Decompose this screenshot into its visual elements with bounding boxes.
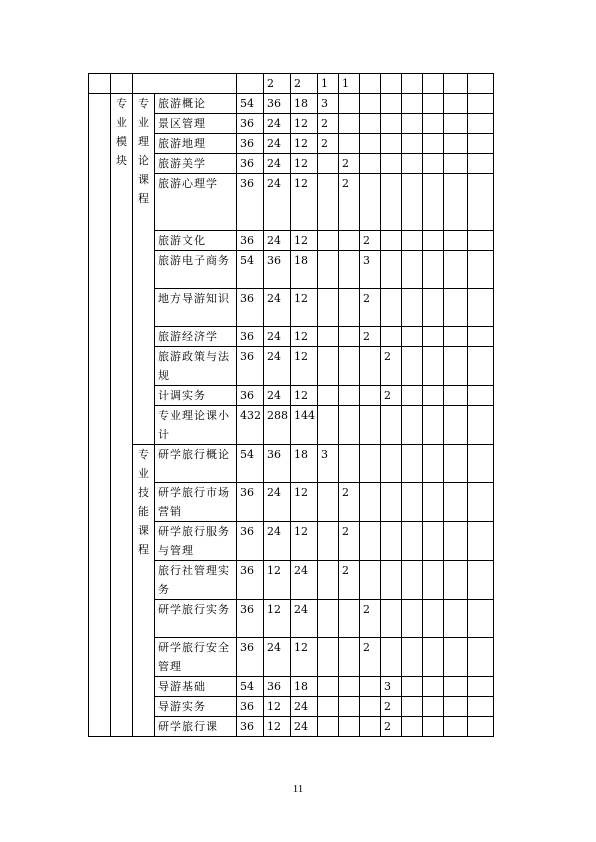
- semester-hours: [318, 600, 339, 638]
- practice-hours: 24: [291, 697, 318, 717]
- blank-cell: [423, 347, 444, 386]
- blank-cell: [444, 697, 468, 717]
- total-hours: 36: [237, 174, 264, 231]
- practice-hours: 18: [291, 445, 318, 483]
- practice-hours: 12: [291, 638, 318, 677]
- blank-cell: [444, 94, 468, 114]
- blank-cell: [423, 231, 444, 251]
- semester-hours: 3: [360, 251, 381, 289]
- blank-cell: [468, 717, 494, 737]
- blank-cell: [468, 94, 494, 114]
- theory-hours: 24: [264, 483, 291, 522]
- total-hours: 36: [237, 522, 264, 561]
- blank-cell: [444, 677, 468, 697]
- blank-cell: [423, 114, 444, 134]
- course-name: 导游基础: [155, 677, 237, 697]
- blank-cell: [423, 386, 444, 406]
- course-name: 旅游政策与法规: [155, 347, 237, 386]
- blank-cell: [468, 347, 494, 386]
- semester-hours: 2: [381, 386, 402, 406]
- group-label-theory: 专业理论课程: [133, 94, 155, 445]
- blank-cell: [423, 717, 444, 737]
- blank-cell: [423, 561, 444, 600]
- semester-hours: [360, 154, 381, 174]
- blank-cell: [402, 74, 423, 94]
- blank-cell: [423, 327, 444, 347]
- practice-hours: 12: [291, 483, 318, 522]
- semester-hours: [381, 231, 402, 251]
- semester-hours: [318, 483, 339, 522]
- course-name: 研学旅行课: [155, 717, 237, 737]
- semester-hours: [381, 327, 402, 347]
- semester-hours: [339, 289, 360, 327]
- course-name: 旅游概论: [155, 94, 237, 114]
- blank-cell: [468, 522, 494, 561]
- course-name: 计调实务: [155, 386, 237, 406]
- blank-cell: [468, 406, 494, 445]
- semester-hours: 2: [360, 327, 381, 347]
- semester-hours: [318, 406, 339, 445]
- blank-cell: [444, 561, 468, 600]
- group-label-skill: 专业技能课程: [133, 445, 155, 737]
- blank-cell: [423, 600, 444, 638]
- semester-hours: [360, 94, 381, 114]
- semester-hours: 2: [318, 114, 339, 134]
- semester-hours: [339, 600, 360, 638]
- semester-hours: 2: [381, 697, 402, 717]
- blank-cell: [468, 134, 494, 154]
- semester-hours: [339, 445, 360, 483]
- semester-hours: 2: [360, 638, 381, 677]
- blank-cell: [423, 677, 444, 697]
- course-name: 旅游心理学: [155, 174, 237, 231]
- blank-cell: [468, 445, 494, 483]
- total-hours: 36: [237, 347, 264, 386]
- blank-cell: [423, 74, 444, 94]
- semester-hours: 2: [360, 231, 381, 251]
- blank-cell: [444, 445, 468, 483]
- total-hours: 36: [237, 327, 264, 347]
- total-hours: 54: [237, 251, 264, 289]
- semester-hours: [381, 600, 402, 638]
- blank-cell: [402, 347, 423, 386]
- week-hours-cell: 1: [318, 74, 339, 94]
- course-name: 地方导游知识: [155, 289, 237, 327]
- course-name: 旅游文化: [155, 231, 237, 251]
- course-name: 导游实务: [155, 697, 237, 717]
- semester-hours: [339, 347, 360, 386]
- practice-hours: 12: [291, 386, 318, 406]
- semester-hours: [360, 134, 381, 154]
- semester-hours: [381, 445, 402, 483]
- blank-cell: [444, 386, 468, 406]
- semester-hours: 2: [381, 347, 402, 386]
- course-name: 研学旅行安全管理: [155, 638, 237, 677]
- total-hours: 36: [237, 114, 264, 134]
- semester-hours: [381, 154, 402, 174]
- course-name: 研学旅行实务: [155, 600, 237, 638]
- semester-hours: [318, 154, 339, 174]
- semester-hours: [360, 717, 381, 737]
- semester-hours: [339, 386, 360, 406]
- semester-hours: [318, 697, 339, 717]
- course-name: 旅游美学: [155, 154, 237, 174]
- theory-hours: 24: [264, 174, 291, 231]
- semester-hours: 2: [381, 717, 402, 737]
- blank-cell: [444, 638, 468, 677]
- blank-cell: [444, 327, 468, 347]
- course-name: 专业理论课小计: [155, 406, 237, 445]
- theory-hours: 24: [264, 522, 291, 561]
- total-hours: 36: [237, 638, 264, 677]
- semester-hours: [381, 483, 402, 522]
- blank-cell: [444, 483, 468, 522]
- semester-hours: [360, 522, 381, 561]
- blank-cell: [468, 561, 494, 600]
- semester-hours: [339, 231, 360, 251]
- semester-hours: [318, 174, 339, 231]
- semester-hours: [381, 522, 402, 561]
- theory-hours: 36: [264, 94, 291, 114]
- semester-hours: [339, 251, 360, 289]
- semester-hours: [360, 677, 381, 697]
- blank-cell: [423, 251, 444, 289]
- practice-hours: 12: [291, 522, 318, 561]
- semester-hours: [360, 174, 381, 231]
- practice-hours: 144: [291, 406, 318, 445]
- blank-cell: [423, 522, 444, 561]
- semester-hours: [360, 445, 381, 483]
- total-hours: 54: [237, 445, 264, 483]
- semester-hours: [339, 406, 360, 445]
- theory-hours: 36: [264, 677, 291, 697]
- blank-cell: [89, 94, 111, 737]
- blank-cell: [423, 289, 444, 327]
- semester-hours: [318, 717, 339, 737]
- semester-hours: 2: [318, 134, 339, 154]
- total-hours: 36: [237, 717, 264, 737]
- practice-hours: 12: [291, 347, 318, 386]
- semester-hours: [318, 251, 339, 289]
- blank-cell: [402, 251, 423, 289]
- blank-cell: [402, 600, 423, 638]
- semester-hours: [318, 347, 339, 386]
- theory-hours: 24: [264, 114, 291, 134]
- total-hours: 36: [237, 697, 264, 717]
- blank-cell: [133, 74, 237, 94]
- blank-cell: [402, 114, 423, 134]
- blank-cell: [444, 251, 468, 289]
- blank-cell: [444, 231, 468, 251]
- semester-hours: [318, 638, 339, 677]
- blank-cell: [423, 174, 444, 231]
- semester-hours: [318, 677, 339, 697]
- semester-hours: [339, 134, 360, 154]
- theory-hours: 288: [264, 406, 291, 445]
- blank-cell: [423, 697, 444, 717]
- blank-cell: [423, 445, 444, 483]
- blank-cell: [444, 154, 468, 174]
- total-hours: 36: [237, 386, 264, 406]
- blank-cell: [423, 154, 444, 174]
- blank-cell: [444, 174, 468, 231]
- blank-cell: [402, 677, 423, 697]
- table-row: [89, 94, 494, 114]
- blank-cell: [402, 231, 423, 251]
- semester-hours: [381, 94, 402, 114]
- module-label: 专业模块: [111, 94, 133, 737]
- semester-hours: [381, 251, 402, 289]
- semester-hours: 2: [339, 561, 360, 600]
- blank-cell: [468, 74, 494, 94]
- blank-cell: [444, 289, 468, 327]
- theory-hours: 24: [264, 638, 291, 677]
- practice-hours: 18: [291, 677, 318, 697]
- blank-cell: [468, 600, 494, 638]
- week-hours-cell: 1: [339, 74, 360, 94]
- course-name: 旅游地理: [155, 134, 237, 154]
- course-name: 旅游电子商务: [155, 251, 237, 289]
- semester-hours: 3: [318, 94, 339, 114]
- blank-cell: [444, 134, 468, 154]
- blank-cell: [468, 289, 494, 327]
- blank-cell: [402, 386, 423, 406]
- course-name: 景区管理: [155, 114, 237, 134]
- blank-cell: [89, 74, 111, 94]
- practice-hours: 24: [291, 561, 318, 600]
- blank-cell: [468, 677, 494, 697]
- course-name: 旅行社管理实务: [155, 561, 237, 600]
- semester-hours: [360, 347, 381, 386]
- theory-hours: 12: [264, 697, 291, 717]
- total-hours: 54: [237, 677, 264, 697]
- theory-hours: 12: [264, 600, 291, 638]
- semester-hours: [339, 677, 360, 697]
- semester-hours: 3: [318, 445, 339, 483]
- semester-hours: [318, 386, 339, 406]
- practice-hours: 12: [291, 114, 318, 134]
- semester-hours: [381, 638, 402, 677]
- practice-hours: 18: [291, 94, 318, 114]
- theory-hours: 24: [264, 154, 291, 174]
- blank-cell: [423, 134, 444, 154]
- blank-cell: [468, 154, 494, 174]
- blank-cell: [402, 561, 423, 600]
- table-row: [89, 445, 494, 483]
- total-hours: 36: [237, 134, 264, 154]
- blank-cell: [468, 386, 494, 406]
- blank-cell: [402, 445, 423, 483]
- page-number: 11: [292, 783, 304, 795]
- blank-cell: [402, 134, 423, 154]
- theory-hours: 24: [264, 134, 291, 154]
- blank-cell: [402, 483, 423, 522]
- theory-hours: 12: [264, 561, 291, 600]
- blank-cell: [468, 638, 494, 677]
- blank-cell: [423, 483, 444, 522]
- week-hours-cell: 2: [264, 74, 291, 94]
- total-hours: 36: [237, 561, 264, 600]
- course-name: 研学旅行市场营销: [155, 483, 237, 522]
- blank-cell: [402, 174, 423, 231]
- theory-hours: 24: [264, 289, 291, 327]
- semester-hours: [381, 174, 402, 231]
- total-hours: 36: [237, 154, 264, 174]
- blank-cell: [444, 522, 468, 561]
- blank-cell: [423, 94, 444, 114]
- blank-cell: [468, 114, 494, 134]
- blank-cell: [444, 74, 468, 94]
- theory-hours: 24: [264, 231, 291, 251]
- theory-hours: 24: [264, 347, 291, 386]
- header-row: [89, 74, 494, 94]
- theory-hours: 36: [264, 251, 291, 289]
- blank-cell: [402, 94, 423, 114]
- blank-cell: [111, 74, 133, 94]
- practice-hours: 12: [291, 289, 318, 327]
- semester-hours: [360, 114, 381, 134]
- blank-cell: [444, 114, 468, 134]
- semester-hours: [381, 114, 402, 134]
- blank-cell: [444, 717, 468, 737]
- blank-cell: [468, 174, 494, 231]
- blank-cell: [402, 406, 423, 445]
- practice-hours: 12: [291, 174, 318, 231]
- semester-hours: 2: [339, 174, 360, 231]
- blank-cell: [402, 327, 423, 347]
- blank-cell: [468, 483, 494, 522]
- blank-cell: [468, 697, 494, 717]
- practice-hours: 12: [291, 231, 318, 251]
- semester-hours: [381, 134, 402, 154]
- blank-cell: [444, 406, 468, 445]
- practice-hours: 12: [291, 154, 318, 174]
- semester-hours: 2: [339, 483, 360, 522]
- practice-hours: 18: [291, 251, 318, 289]
- blank-cell: [402, 697, 423, 717]
- total-hours: 36: [237, 289, 264, 327]
- semester-hours: [318, 327, 339, 347]
- semester-hours: [360, 483, 381, 522]
- semester-hours: [339, 717, 360, 737]
- blank-cell: [381, 74, 402, 94]
- theory-hours: 12: [264, 717, 291, 737]
- semester-hours: [318, 231, 339, 251]
- semester-hours: [381, 406, 402, 445]
- course-name: 研学旅行服务与管理: [155, 522, 237, 561]
- total-hours: 36: [237, 231, 264, 251]
- practice-hours: 24: [291, 717, 318, 737]
- semester-hours: 2: [339, 522, 360, 561]
- semester-hours: [360, 697, 381, 717]
- course-name: 旅游经济学: [155, 327, 237, 347]
- total-hours: 432: [237, 406, 264, 445]
- practice-hours: 12: [291, 327, 318, 347]
- semester-hours: [318, 289, 339, 327]
- blank-cell: [423, 406, 444, 445]
- semester-hours: [339, 94, 360, 114]
- blank-cell: [402, 638, 423, 677]
- semester-hours: [381, 561, 402, 600]
- semester-hours: [339, 638, 360, 677]
- semester-hours: 2: [360, 289, 381, 327]
- semester-hours: 3: [381, 677, 402, 697]
- semester-hours: [339, 697, 360, 717]
- blank-cell: [402, 154, 423, 174]
- blank-cell: [468, 251, 494, 289]
- semester-hours: [360, 386, 381, 406]
- curriculum-table: [88, 73, 494, 737]
- practice-hours: 12: [291, 134, 318, 154]
- blank-cell: [444, 347, 468, 386]
- practice-hours: 24: [291, 600, 318, 638]
- blank-cell: [237, 74, 264, 94]
- semester-hours: [339, 114, 360, 134]
- total-hours: 36: [237, 483, 264, 522]
- blank-cell: [402, 522, 423, 561]
- semester-hours: [381, 289, 402, 327]
- semester-hours: [360, 406, 381, 445]
- theory-hours: 24: [264, 327, 291, 347]
- blank-cell: [402, 289, 423, 327]
- blank-cell: [423, 638, 444, 677]
- theory-hours: 36: [264, 445, 291, 483]
- semester-hours: 2: [339, 154, 360, 174]
- semester-hours: [360, 561, 381, 600]
- course-name: 研学旅行概论: [155, 445, 237, 483]
- semester-hours: 2: [360, 600, 381, 638]
- semester-hours: [318, 522, 339, 561]
- total-hours: 54: [237, 94, 264, 114]
- week-hours-cell: 2: [291, 74, 318, 94]
- blank-cell: [444, 600, 468, 638]
- blank-cell: [468, 327, 494, 347]
- blank-cell: [360, 74, 381, 94]
- blank-cell: [402, 717, 423, 737]
- total-hours: 36: [237, 600, 264, 638]
- semester-hours: [318, 561, 339, 600]
- theory-hours: 24: [264, 386, 291, 406]
- blank-cell: [468, 231, 494, 251]
- semester-hours: [339, 327, 360, 347]
